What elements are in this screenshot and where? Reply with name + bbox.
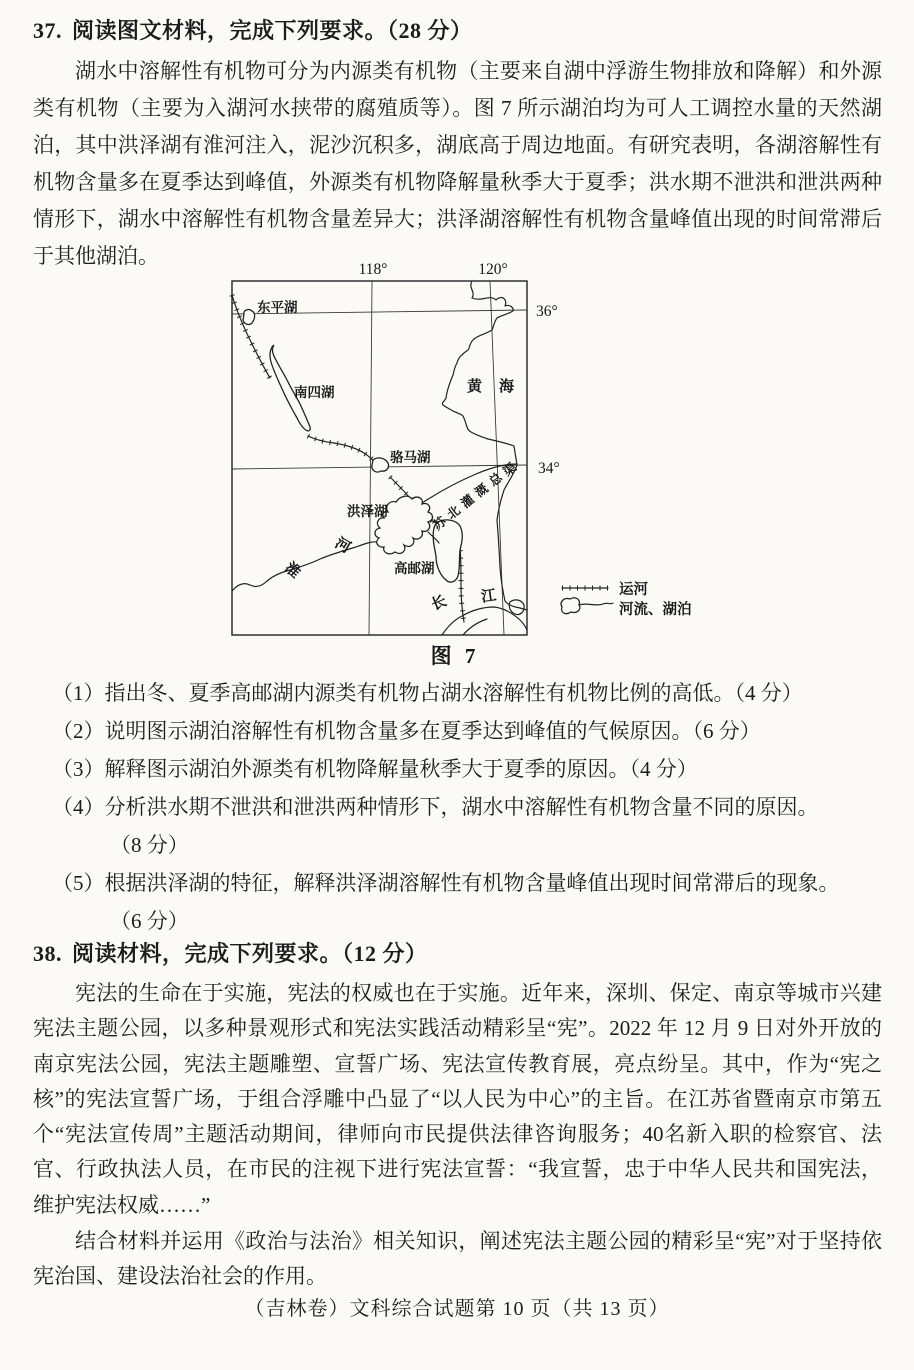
- sub-question-2-label: （2）: [52, 719, 105, 743]
- question-38-number: 38.: [33, 941, 62, 966]
- question-38-task: 结合材料并运用《政治与法治》相关知识，阐述宪法主题公园的精彩呈“宪”对于坚持依宪治国、建设法治社会的作用。: [33, 1229, 882, 1289]
- sub-question-2-text: 说明图示湖泊溶解性有机物含量多在夏季达到峰值的气候原因。（6 分）: [104, 719, 761, 743]
- map-graticule-labels: [359, 261, 560, 477]
- map-legend: [561, 581, 692, 618]
- question-37-number: 37.: [33, 18, 62, 43]
- lake-hongze-label: 洪泽湖: [347, 504, 388, 519]
- lat-label-34: 34°: [538, 460, 560, 477]
- huai-river-label-1: 淮: [281, 559, 303, 582]
- legend-river-lake-symbol: [561, 598, 613, 614]
- lake-dongping-label: 东平湖: [257, 300, 298, 315]
- lon-label-120: 120°: [478, 261, 508, 278]
- legend-river-lake-label: 河流、湖泊: [619, 602, 692, 618]
- lat-label-36: 36°: [536, 303, 558, 320]
- question-37-title: 阅读图文材料，完成下列要求。（28 分）: [72, 18, 473, 43]
- sub-question-4-label: （4）: [52, 795, 105, 819]
- sub-question-1: [52, 674, 882, 712]
- svg-text:苏: 苏: [430, 514, 450, 533]
- huai-river-label-2: 河: [331, 535, 353, 557]
- sea-label-hai: 海: [499, 379, 515, 395]
- svg-text:溉: 溉: [472, 481, 492, 500]
- sub-question-5-score: （6 分）: [110, 909, 189, 933]
- lake-nansi-label: 南四湖: [294, 385, 335, 400]
- sub-question-1-text: 指出冬、夏季高邮湖内源类有机物占湖水溶解性有机物比例的高低。（4 分）: [104, 681, 803, 705]
- sub-question-2: [52, 712, 882, 750]
- sub-question-4: [52, 788, 882, 826]
- sub-question-5-label: （5）: [52, 871, 105, 895]
- svg-text:灌: 灌: [458, 492, 478, 511]
- question-38-title: 阅读材料，完成下列要求。（12 分）: [72, 941, 428, 966]
- lon-label-118: 118°: [358, 261, 388, 278]
- lake-dongping-shape: [243, 310, 255, 325]
- svg-text:北: 北: [444, 503, 464, 522]
- question-37-header: [33, 16, 893, 46]
- question-37-subquestions: [52, 674, 882, 940]
- page-footer: （吉林卷）文科综合试题第 10 页（共 13 页）: [244, 1298, 670, 1320]
- question-37-material: 湖水中溶解性有机物可分为内源类有机物（主要来自湖中浮游生物排放和降解）和外源类有机物（主要为入湖河水挟带的腐殖质等）。图 7 所示湖泊均为可人工调控水量的天然湖泊，其中洪泽湖有淮河注入，泥沙沉积多，湖底高于周边地面。有研究表明，各湖溶解性有机物含量多在夏季达到峰值，外源类有机物降解量秋季大于夏季；洪水期不泄洪和泄洪两种情形下，湖水中溶解性有机物含量差异大；洪泽湖溶解性有机物含量峰值出现的时间常滞后于其他湖泊。: [33, 59, 882, 268]
- sub-question-1-label: （1）: [52, 681, 105, 705]
- lake-gaoyou-label: 高邮湖: [394, 561, 435, 576]
- sea-label-huang: 黄: [467, 379, 483, 395]
- lake-luoma-shape: [372, 458, 389, 472]
- lake-luoma-label: 骆马湖: [390, 450, 431, 465]
- sub-question-4-text: 分析洪水期不泄洪和泄洪两种情形下，湖水中溶解性有机物含量不同的原因。: [104, 795, 819, 819]
- svg-text:渠: 渠: [500, 460, 520, 479]
- sub-question-3-label: （3）: [52, 757, 105, 781]
- map-place-labels: [257, 299, 519, 614]
- subei-canal-label: [430, 459, 519, 533]
- yangtze-label-chang: 长: [429, 593, 450, 614]
- sub-question-3-text: 解释图示湖泊外源类有机物降解量秋季大于夏季的原因。（4 分）: [104, 757, 698, 781]
- sub-question-5: [52, 864, 882, 902]
- sub-question-5-text: 根据洪泽湖的特征，解释洪泽湖溶解性有机物含量峰值出现时间常滞后的现象。: [104, 871, 840, 895]
- question-38-header: [33, 939, 893, 969]
- map-figure-7: [210, 250, 710, 690]
- figure-caption: 图 7: [430, 644, 480, 668]
- sub-question-4-score: （8 分）: [110, 833, 189, 857]
- yangtze-label-jiang: 江: [480, 587, 498, 606]
- question-38-material: 宪法的生命在于实施，宪法的权威也在于实施。近年来，深圳、保定、南京等城市兴建宪法主题公园，以多种景观形式和宪法实践活动精彩呈“宪”。2022 年 12 月 9 日对外开放的南京宪法公园，宪法主题雕塑、宣誓广场、宪法宣传教育展，亮点纷呈。其中，作为“宪之核”的宪法宣誓广场，于组合浮雕中凸显了“以人民为中心”的主旨。在江苏省暨南京市第五个“宪法宣传周”主题活动期间，律师向市民提供法律咨询服务；40名新入职的检察官、法官、行政执法人员，在市民的注视下进行宪法宣誓：“我宣誓，忠于中华人民共和国宪法，维护宪法权威……”: [33, 981, 882, 1217]
- svg-text:总: 总: [486, 470, 506, 489]
- yangtze-river: [442, 607, 527, 635]
- sub-question-3: [52, 750, 882, 788]
- legend-canal-label: 运河: [619, 582, 648, 598]
- huai-river: [232, 542, 378, 591]
